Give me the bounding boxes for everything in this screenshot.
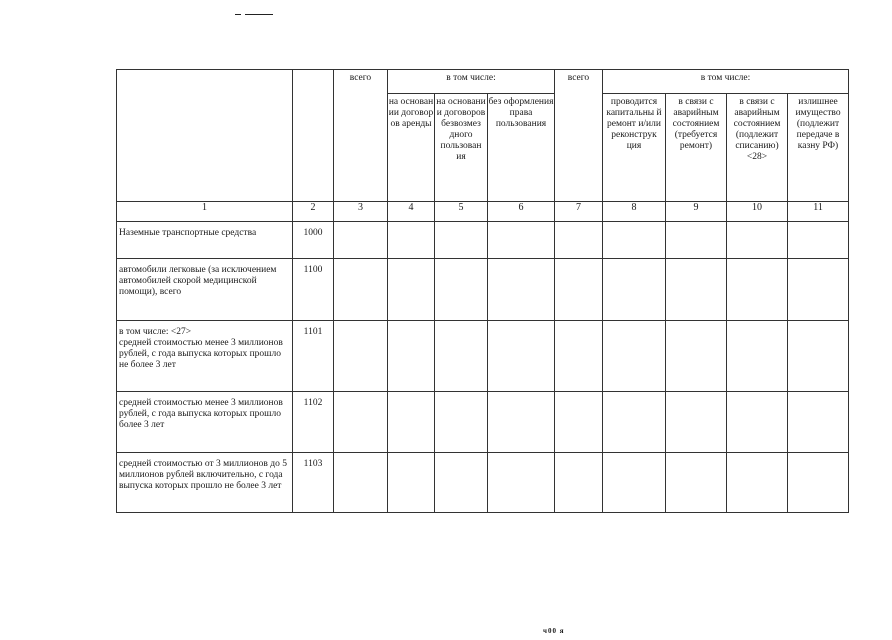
table-row: [117, 259, 849, 321]
table-body: [117, 222, 849, 513]
data-cell[interactable]: [488, 259, 555, 321]
data-cell[interactable]: [727, 321, 788, 392]
header-lease: на основан ии договор ов аренды: [388, 94, 435, 202]
data-cell[interactable]: [435, 392, 488, 453]
row-label: средней стоимостью от 3 миллионов до 5 миллионов рублей включительно, с года выпуска которых прошло не более 3 лет: [117, 453, 293, 513]
data-cell[interactable]: [666, 392, 727, 453]
col-number: 7: [555, 202, 603, 222]
data-cell[interactable]: [788, 321, 849, 392]
row-label: средней стоимостью менее 3 миллионов рублей, с года выпуска которых прошло более 3 лет: [117, 392, 293, 453]
header-group-left: в том числе:: [388, 70, 555, 94]
row-label: в том числе: <27> средней стоимостью менее 3 миллионов рублей, с года выпуска которых прошло не более 3 лет: [117, 321, 293, 392]
row-code: 1101: [293, 321, 334, 392]
data-cell[interactable]: [488, 453, 555, 513]
data-cell[interactable]: [334, 453, 388, 513]
vehicle-form-table: [116, 69, 849, 513]
bottom-scan-mark: ч00 я: [543, 627, 565, 635]
data-cell[interactable]: [388, 321, 435, 392]
data-cell[interactable]: [727, 392, 788, 453]
data-cell[interactable]: [488, 321, 555, 392]
data-cell[interactable]: [334, 392, 388, 453]
header-row-1: [117, 70, 849, 94]
header-emergency-repair: в связи с аварийным состоянием (требуется ремонт): [666, 94, 727, 202]
header-surplus: излишнее имущество (подлежит передаче в казну РФ): [788, 94, 849, 202]
header-repair: проводится капитальны й ремонт и/или реконструк ция: [603, 94, 666, 202]
data-cell[interactable]: [603, 321, 666, 392]
col-number: 11: [788, 202, 849, 222]
data-cell[interactable]: [435, 321, 488, 392]
data-cell[interactable]: [788, 222, 849, 259]
data-cell[interactable]: [488, 222, 555, 259]
data-cell[interactable]: [727, 222, 788, 259]
header-group-right: в том числе:: [603, 70, 849, 94]
data-cell[interactable]: [555, 222, 603, 259]
table-row: [117, 321, 849, 392]
data-cell[interactable]: [334, 259, 388, 321]
data-cell[interactable]: [666, 453, 727, 513]
data-cell[interactable]: [555, 453, 603, 513]
data-cell[interactable]: [666, 259, 727, 321]
data-cell[interactable]: [603, 259, 666, 321]
data-cell[interactable]: [435, 259, 488, 321]
row-label: Наземные транспортные средства: [117, 222, 293, 259]
data-cell[interactable]: [334, 321, 388, 392]
col-number: 5: [435, 202, 488, 222]
data-cell[interactable]: [666, 222, 727, 259]
column-number-row: [117, 202, 849, 222]
row-code: 1000: [293, 222, 334, 259]
data-cell[interactable]: [603, 392, 666, 453]
col-number: 8: [603, 202, 666, 222]
header-blank-code: [293, 70, 334, 202]
data-cell[interactable]: [603, 453, 666, 513]
row-code: 1100: [293, 259, 334, 321]
data-cell[interactable]: [555, 321, 603, 392]
table-row: [117, 453, 849, 513]
data-cell[interactable]: [334, 222, 388, 259]
data-cell[interactable]: [555, 259, 603, 321]
data-cell[interactable]: [727, 453, 788, 513]
data-cell[interactable]: [388, 259, 435, 321]
header-blank-name: [117, 70, 293, 202]
row-code: 1103: [293, 453, 334, 513]
data-cell[interactable]: [727, 259, 788, 321]
table-row: [117, 222, 849, 259]
col-number: 6: [488, 202, 555, 222]
data-cell[interactable]: [388, 222, 435, 259]
data-cell[interactable]: [788, 453, 849, 513]
col-number: 3: [334, 202, 388, 222]
data-cell[interactable]: [435, 222, 488, 259]
row-label: автомобили легковые (за исключением автомобилей скорой медицинской помощи), всего: [117, 259, 293, 321]
data-cell[interactable]: [488, 392, 555, 453]
data-cell[interactable]: [388, 453, 435, 513]
data-cell[interactable]: [555, 392, 603, 453]
header-emergency-writeoff: в связи с аварийным состоянием (подлежит списанию) <28>: [727, 94, 788, 202]
header-no-rights: без оформления права пользования: [488, 94, 555, 202]
scan-dash: [235, 14, 241, 15]
data-cell[interactable]: [666, 321, 727, 392]
data-cell[interactable]: [788, 259, 849, 321]
col-number: 4: [388, 202, 435, 222]
col-number: 9: [666, 202, 727, 222]
scan-line: [245, 14, 273, 15]
data-cell[interactable]: [435, 453, 488, 513]
col-number: 1: [117, 202, 293, 222]
data-cell[interactable]: [603, 222, 666, 259]
row-code: 1102: [293, 392, 334, 453]
col-number: 10: [727, 202, 788, 222]
table-row: [117, 392, 849, 453]
data-cell[interactable]: [788, 392, 849, 453]
data-cell[interactable]: [388, 392, 435, 453]
header-free-use: на основани и договоров безвозмез дного пользован ия: [435, 94, 488, 202]
top-scan-mark: [235, 8, 273, 20]
col-number: 2: [293, 202, 334, 222]
header-total-left: всего: [334, 70, 388, 202]
header-total-right: всего: [555, 70, 603, 202]
